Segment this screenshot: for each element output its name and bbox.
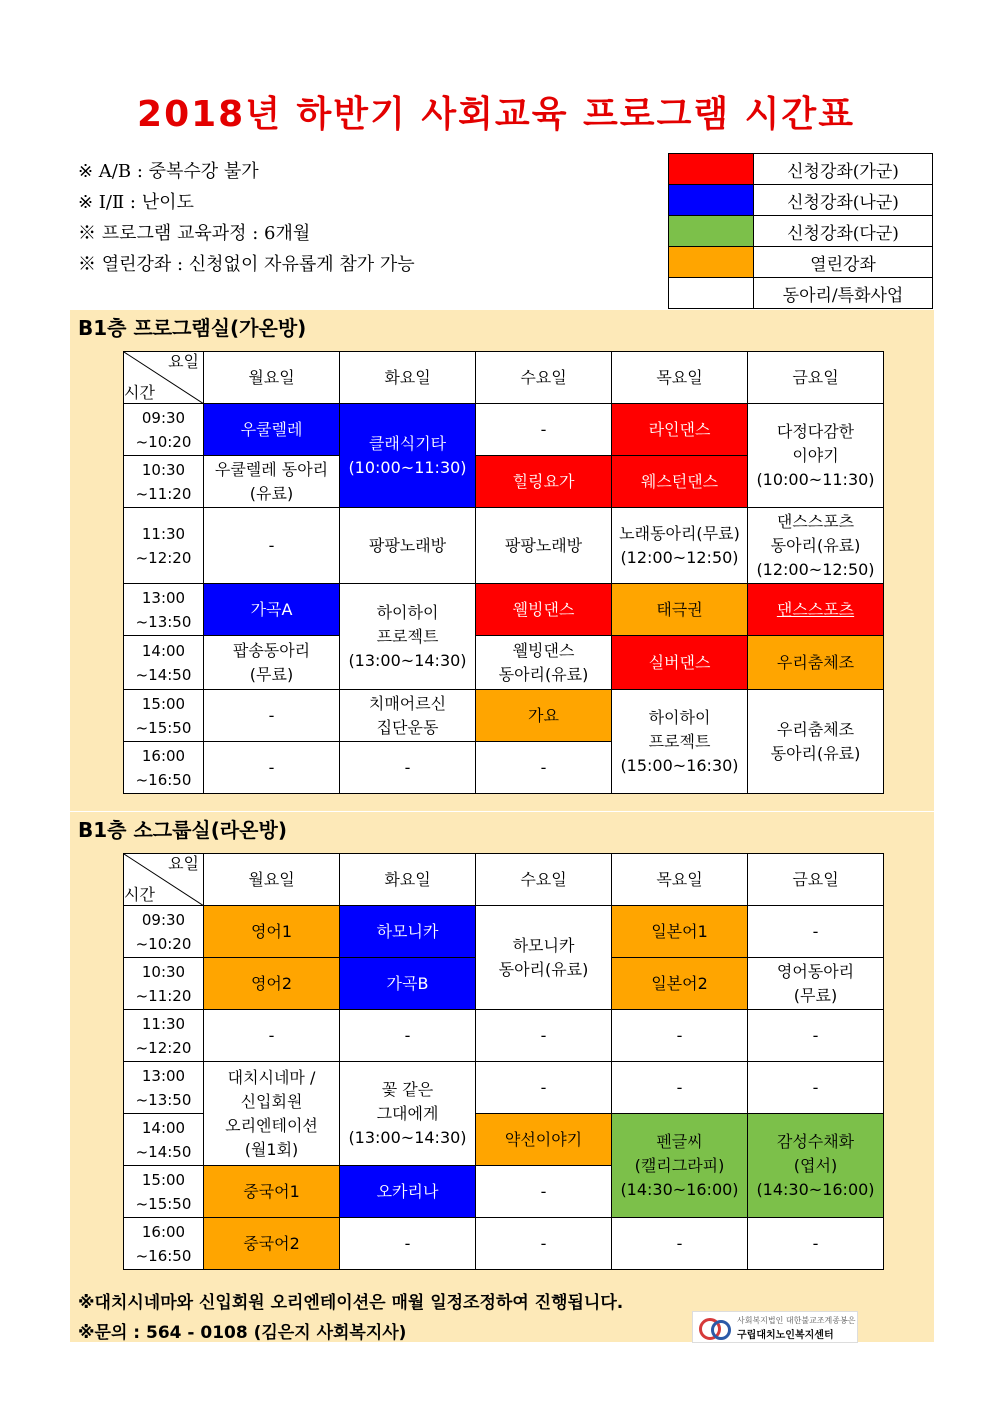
time-slot: 13:00 ~13:50 xyxy=(124,1062,204,1114)
day-header: 월요일 xyxy=(204,854,340,906)
class-cell: 영어2 xyxy=(204,958,340,1010)
time-slot: 15:00 ~15:50 xyxy=(124,1166,204,1218)
class-cell: 하이하이 프로젝트 (15:00~16:30) xyxy=(612,690,748,794)
center-logo xyxy=(692,1311,858,1343)
legend-swatch-white xyxy=(669,278,754,309)
class-cell: - xyxy=(204,1010,340,1062)
time-slot: 14:00 ~14:50 xyxy=(124,1114,204,1166)
class-cell: 팡팡노래방 xyxy=(340,508,476,584)
class-cell: 팡팡노래방 xyxy=(476,508,612,584)
legend-label: 신청강좌(가군) xyxy=(754,154,933,185)
legend-label: 신청강좌(다군) xyxy=(754,216,933,247)
class-cell: - xyxy=(476,1010,612,1062)
time-slot: 14:00 ~14:50 xyxy=(124,636,204,690)
class-cell: - xyxy=(748,1218,884,1270)
class-cell: - xyxy=(204,508,340,584)
note-line: ※ A/B : 중복수강 불가 xyxy=(78,161,259,182)
class-cell: 중국어2 xyxy=(204,1218,340,1270)
time-slot: 09:30 ~10:20 xyxy=(124,404,204,456)
time-slot: 15:00 ~15:50 xyxy=(124,690,204,742)
legend-swatch-blue xyxy=(669,185,754,216)
class-cell: 영어동아리 (무료) xyxy=(748,958,884,1010)
class-cell: 일본어2 xyxy=(612,958,748,1010)
time-slot: 11:30 ~12:20 xyxy=(124,508,204,584)
schedule-table-2 xyxy=(123,853,884,1270)
corner-cell xyxy=(124,352,204,404)
class-cell: 댄스스포츠 동아리(유료) (12:00~12:50) xyxy=(748,508,884,584)
class-cell: - xyxy=(748,906,884,958)
class-cell: - xyxy=(476,1062,612,1114)
class-cell: - xyxy=(476,1218,612,1270)
time-slot: 13:00 ~13:50 xyxy=(124,584,204,636)
day-header: 화요일 xyxy=(340,352,476,404)
legend-swatch-green xyxy=(669,216,754,247)
section2-title: B1층 소그룹실(라온방) xyxy=(78,818,287,842)
class-cell: 라인댄스 xyxy=(612,404,748,456)
page-title: 2018년 하반기 사회교육 프로그램 시간표 xyxy=(137,94,855,135)
class-cell: - xyxy=(340,1218,476,1270)
day-header: 금요일 xyxy=(748,352,884,404)
class-cell: 영어1 xyxy=(204,906,340,958)
day-header: 목요일 xyxy=(612,854,748,906)
legend-label: 동아리/특화사업 xyxy=(754,278,933,309)
class-cell: - xyxy=(748,1062,884,1114)
class-cell: 꽃 같은 그대에게 (13:00~14:30) xyxy=(340,1062,476,1166)
corner-time-label: 시간 xyxy=(124,383,155,402)
day-header: 화요일 xyxy=(340,854,476,906)
class-cell: - xyxy=(612,1062,748,1114)
notes xyxy=(78,156,415,280)
class-cell: 감성수채화 (엽서) (14:30~16:00) xyxy=(748,1114,884,1218)
class-cell: - xyxy=(204,690,340,742)
class-cell: 하모니카 xyxy=(340,906,476,958)
class-cell: 하모니카 동아리(유료) xyxy=(476,906,612,1010)
day-header: 수요일 xyxy=(476,854,612,906)
color-legend xyxy=(668,153,933,309)
time-slot: 16:00 ~16:50 xyxy=(124,742,204,794)
note-line: ※ 열린강좌 : 신청없이 자유롭게 참가 가능 xyxy=(78,254,415,275)
note-line: ※ Ⅰ/Ⅱ : 난이도 xyxy=(78,192,194,213)
logo-subtitle: 사회복지법인 대한불교조계종봉은 xyxy=(737,1316,856,1325)
footer-note: ※대치시네마와 신입회원 오리엔테이션은 매월 일정조정하여 진행됩니다. xyxy=(78,1293,624,1313)
class-cell: 클래식기타 (10:00~11:30) xyxy=(340,404,476,508)
note-line: ※ 프로그램 교육과정 : 6개월 xyxy=(78,223,311,244)
day-header: 목요일 xyxy=(612,352,748,404)
class-cell: - xyxy=(204,742,340,794)
class-cell: 하이하이 프로젝트 (13:00~14:30) xyxy=(340,584,476,690)
day-header: 금요일 xyxy=(748,854,884,906)
class-cell: - xyxy=(612,1218,748,1270)
time-slot: 10:30 ~11:20 xyxy=(124,958,204,1010)
class-cell: 다정다감한 이야기 (10:00~11:30) xyxy=(748,404,884,508)
class-cell: 일본어1 xyxy=(612,906,748,958)
time-slot: 11:30 ~12:20 xyxy=(124,1010,204,1062)
time-slot: 09:30 ~10:20 xyxy=(124,906,204,958)
class-cell: 오카리나 xyxy=(340,1166,476,1218)
class-cell: - xyxy=(340,742,476,794)
corner-cell xyxy=(124,854,204,906)
time-slot: 10:30 ~11:20 xyxy=(124,456,204,508)
day-header: 수요일 xyxy=(476,352,612,404)
class-cell: 태극권 xyxy=(612,584,748,636)
footer-contact: ※문의 : 564 - 0108 (김은지 사회복지사) xyxy=(78,1323,407,1343)
corner-day-label: 요일 xyxy=(168,352,199,371)
corner-day-label: 요일 xyxy=(168,854,199,873)
class-cell: 댄스스포츠 xyxy=(748,584,884,636)
class-cell: 노래동아리(무료) (12:00~12:50) xyxy=(612,508,748,584)
class-cell: 웨스턴댄스 xyxy=(612,456,748,508)
class-cell: 웰빙댄스 xyxy=(476,584,612,636)
class-cell: 중국어1 xyxy=(204,1166,340,1218)
class-cell: 웰빙댄스 동아리(유료) xyxy=(476,636,612,690)
class-cell: 우리춤체조 xyxy=(748,636,884,690)
class-cell: 팝송동아리 (무료) xyxy=(204,636,340,690)
legend-label: 신청강좌(나군) xyxy=(754,185,933,216)
class-cell: 펜글씨 (캘리그라피) (14:30~16:00) xyxy=(612,1114,748,1218)
class-cell: 약선이야기 xyxy=(476,1114,612,1166)
class-cell: 우쿨렐레 xyxy=(204,404,340,456)
class-cell: - xyxy=(340,1010,476,1062)
class-cell: - xyxy=(476,404,612,456)
logo-name: 구립대치노인복지센터 xyxy=(737,1330,834,1341)
class-cell: 치매어르신 집단운동 xyxy=(340,690,476,742)
class-cell: 힐링요가 xyxy=(476,456,612,508)
logo-mark-icon xyxy=(711,1320,731,1340)
day-header: 월요일 xyxy=(204,352,340,404)
class-cell: - xyxy=(476,742,612,794)
class-cell: - xyxy=(612,1010,748,1062)
legend-swatch-orange xyxy=(669,247,754,278)
corner-time-label: 시간 xyxy=(124,885,155,904)
section1-title: B1층 프로그램실(가온방) xyxy=(78,316,307,340)
class-cell: - xyxy=(748,1010,884,1062)
class-cell: 가곡B xyxy=(340,958,476,1010)
class-cell: 가요 xyxy=(476,690,612,742)
legend-swatch-red xyxy=(669,154,754,185)
class-cell: 실버댄스 xyxy=(612,636,748,690)
class-cell: 우리춤체조 동아리(유료) xyxy=(748,690,884,794)
legend-label: 열린강좌 xyxy=(754,247,933,278)
class-cell: 가곡A xyxy=(204,584,340,636)
time-slot: 16:00 ~16:50 xyxy=(124,1218,204,1270)
schedule-table-1 xyxy=(123,351,884,794)
class-cell: 우쿨렐레 동아리 (유료) xyxy=(204,456,340,508)
class-cell: - xyxy=(476,1166,612,1218)
class-cell: 대치시네마 / 신입회원 오리엔테이션 (월1회) xyxy=(204,1062,340,1166)
